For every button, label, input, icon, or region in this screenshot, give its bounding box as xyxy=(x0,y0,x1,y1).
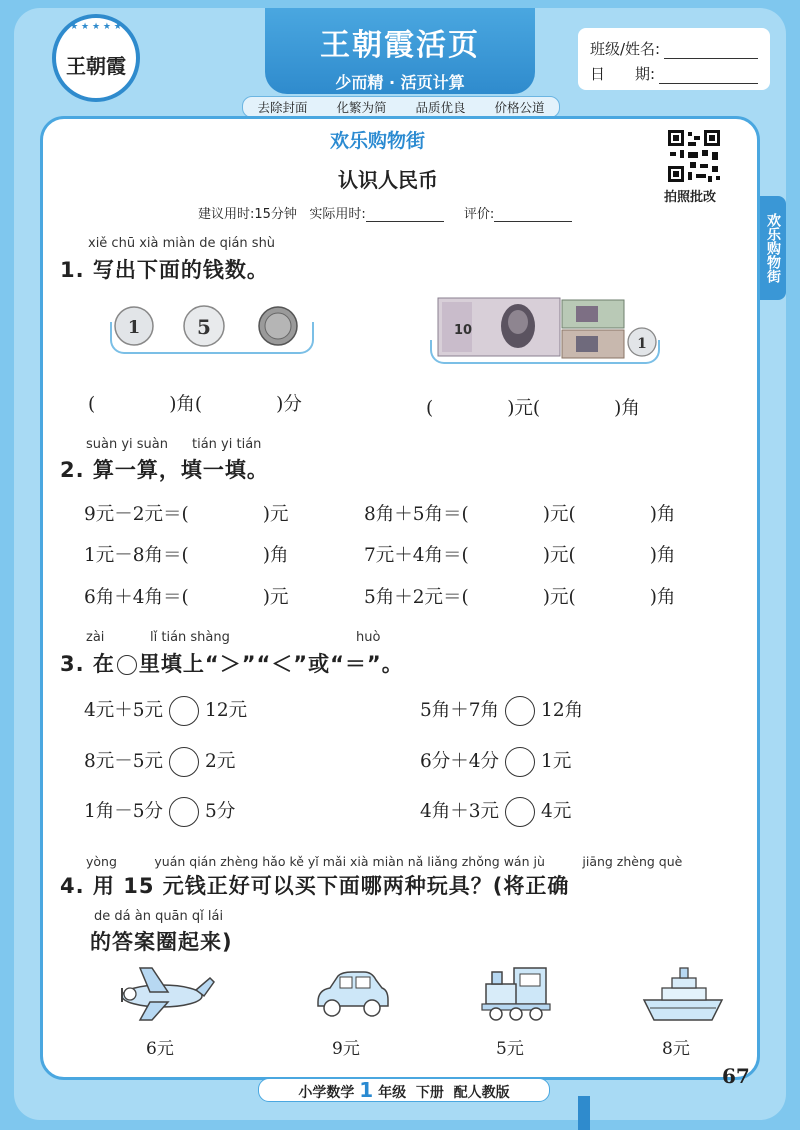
slogan-item: 价格公道 xyxy=(494,100,545,115)
date-label: 日 期: xyxy=(590,65,656,83)
date-field[interactable] xyxy=(659,68,758,84)
rating-field[interactable] xyxy=(494,208,572,222)
compare-circle[interactable] xyxy=(169,747,199,777)
actual-time-field[interactable] xyxy=(366,208,444,222)
slogan-item: 品质优良 xyxy=(415,100,466,115)
slogan-item: 化繁为简 xyxy=(336,100,387,115)
car-icon[interactable] xyxy=(312,968,392,1020)
q3-compare-row xyxy=(420,797,571,827)
q1-left-answer[interactable]: ( )角( )分 xyxy=(88,394,302,415)
toy-price: 9元 xyxy=(332,1039,360,1059)
qr-code-icon[interactable] xyxy=(666,128,722,184)
footer-grade: 年级 xyxy=(378,1085,407,1101)
footer-grade-num: 1 xyxy=(359,1078,374,1102)
circle-icon xyxy=(117,655,137,675)
footer-edition: 配人教版 xyxy=(453,1085,510,1101)
q3-left-expr: 4角＋3元 xyxy=(420,801,500,822)
q1-title: 1. 写出下面的钱数。 xyxy=(60,258,269,282)
q3-left-expr: 1角－5分 xyxy=(84,801,164,822)
footer-term: 下册 xyxy=(415,1085,444,1101)
banknotes-illustration xyxy=(436,296,666,362)
q3-title xyxy=(60,648,404,678)
compare-circle[interactable] xyxy=(169,797,199,827)
q4-title-cont: 的答案圈起来) xyxy=(90,930,233,954)
q3-pinyin: lǐ tián shàng xyxy=(150,630,230,645)
brand-title: 王朝霞活页 xyxy=(320,28,480,63)
slogan-item: 去除封面 xyxy=(257,100,308,115)
footer-bar xyxy=(258,1078,550,1102)
name-box xyxy=(578,28,770,90)
logo-text: 王朝霞 xyxy=(66,54,126,78)
slogan-bar xyxy=(242,96,560,118)
q3-compare-row xyxy=(84,797,235,827)
q3-right-expr: 12元 xyxy=(205,700,248,721)
q3-pinyin: huò xyxy=(356,630,381,645)
q3-right-expr: 12角 xyxy=(541,700,584,721)
q2-title: 2. 算一算，填一填。 xyxy=(60,458,269,482)
brand-subtitle: 少而精 · 活页计算 xyxy=(335,73,465,92)
q2-equation[interactable]: 5角＋2元＝( )元( )角 xyxy=(364,587,676,608)
q2-pinyin: suàn yi suàn xyxy=(86,437,169,452)
toy-price: 8元 xyxy=(662,1039,690,1059)
q2-pinyin: tián yi tián xyxy=(192,437,262,452)
qr-caption: 拍照批改 xyxy=(664,190,717,205)
lesson-title: 认识人民币 xyxy=(338,168,438,192)
compare-circle[interactable] xyxy=(505,696,535,726)
side-tab: 欢乐购物街 xyxy=(760,196,786,300)
compare-circle[interactable] xyxy=(169,696,199,726)
q3-right-expr: 4元 xyxy=(541,801,572,822)
airplane-icon[interactable] xyxy=(110,962,220,1024)
q3-compare-row xyxy=(420,696,583,726)
q3-right-expr: 5分 xyxy=(205,801,236,822)
q4-pinyin: yòng yuán qián zhèng hǎo kě yǐ mǎi xià miàn nǎ liǎng zhǒng wán jù jiāng zhèng què xyxy=(86,854,683,869)
q1-pinyin: xiě chū xià miàn de qián shù xyxy=(88,236,276,251)
compare-circle[interactable] xyxy=(505,797,535,827)
q2-equation[interactable]: 7元＋4角＝( )元( )角 xyxy=(364,545,676,566)
compare-circle[interactable] xyxy=(505,747,535,777)
coin-value: 5 xyxy=(197,315,211,339)
q3-left-expr: 8元－5元 xyxy=(84,751,164,772)
star-icon: ★ ★ ★ ★ ★ xyxy=(70,22,122,32)
actual-time-label: 实际用时: xyxy=(309,207,366,222)
q3-compare-row xyxy=(84,747,235,777)
class-name-field[interactable] xyxy=(664,43,758,59)
q3-left-expr: 4元＋5元 xyxy=(84,700,164,721)
q1-right-answer[interactable]: ( )元( )角 xyxy=(426,398,640,419)
suggest-time: 建议用时:15分钟 xyxy=(198,207,297,222)
edge-marker xyxy=(578,1096,590,1130)
header-banner xyxy=(265,8,535,94)
train-icon[interactable] xyxy=(478,960,554,1022)
q2-equation[interactable]: 9元－2元＝( )元 xyxy=(84,504,289,525)
time-hint xyxy=(198,203,588,222)
small-coin-value: 1 xyxy=(637,336,647,352)
toy-price: 6元 xyxy=(146,1039,174,1059)
q3-left-expr: 6分＋4分 xyxy=(420,751,500,772)
q2-equation[interactable]: 8角＋5角＝( )元( )角 xyxy=(364,504,676,525)
q3-compare-row xyxy=(84,696,247,726)
q3-left-expr: 5角＋7角 xyxy=(420,700,500,721)
section-title: 欢乐购物街 xyxy=(330,130,426,152)
q3-compare-row xyxy=(420,747,571,777)
q3-right-expr: 1元 xyxy=(541,751,572,772)
q3-title-a: 3. 在 xyxy=(60,652,115,676)
q2-equation[interactable]: 1元－8角＝( )角 xyxy=(84,545,289,566)
q4-title: 4. 用 15 元钱正好可以买下面哪两种玩具？(将正确 xyxy=(60,874,570,898)
rating-label: 评价: xyxy=(463,207,495,222)
q3-title-b: 里填上“＞”“＜”或“＝”。 xyxy=(138,652,404,676)
brand-logo xyxy=(52,14,140,102)
footer-subject: 小学数学 xyxy=(298,1085,355,1101)
toy-price: 5元 xyxy=(496,1039,524,1059)
q4-pinyin: de dá àn quān qǐ lái xyxy=(94,909,224,924)
note-value: 10 xyxy=(454,323,473,338)
q3-pinyin: zài xyxy=(86,630,105,645)
class-name-label: 班级/姓名: xyxy=(590,40,661,58)
q3-right-expr: 2元 xyxy=(205,751,236,772)
q2-equation[interactable]: 6角＋4角＝( )元 xyxy=(84,587,289,608)
ship-icon[interactable] xyxy=(640,964,726,1024)
coin-value: 1 xyxy=(127,317,141,338)
coins-illustration xyxy=(112,304,312,350)
page-number: 67 xyxy=(722,1064,750,1088)
